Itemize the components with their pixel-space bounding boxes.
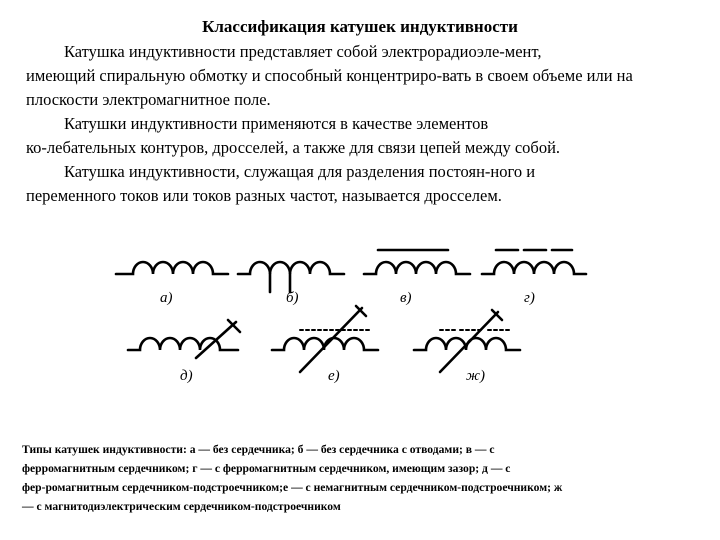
coil-b [238, 262, 344, 292]
label-g: г) [524, 290, 535, 306]
caption-line: — с магнитодиэлектрическим сердечником-подстроечником [22, 500, 341, 513]
label-b: б) [286, 290, 299, 306]
coil-e [272, 306, 378, 372]
figure-caption [22, 440, 702, 516]
paragraph-3-first: Катушка индуктивности, служащая для разделения постоян-ного и [64, 162, 536, 181]
coil-d [128, 320, 240, 358]
caption-line: фер-ромагнитным сердечником-подстроечником;е — с немагнитным сердечником-подстроечником; ж [22, 481, 563, 494]
paragraph-3 [26, 160, 706, 208]
label-e: е) [328, 368, 340, 384]
inductor-types-figure [0, 230, 720, 400]
paragraph-3-rest: переменного токов или токов разных частот, называется дросселем. [26, 186, 502, 205]
caption-line: ферромагнитным сердечником; г — с ферромагнитным сердечником, имеющим зазор; д — с [22, 462, 511, 475]
paragraph-2 [26, 112, 706, 160]
caption-line: Типы катушек индуктивности: а — без сердечника; б — без сердечника с отводами; в — с [22, 443, 495, 456]
page-title: Классификация катушек индуктивности [202, 17, 518, 36]
paragraph-1-rest: имеющий спиральную обмотку и способный концентриро-вать в своем объеме или на плоскости электромагнитное поле. [26, 66, 633, 109]
paragraph-2-rest: ко-лебательных контуров, дросселей, а также для связи цепей между собой. [26, 138, 561, 157]
coil-a [116, 262, 228, 274]
coil-zh [414, 310, 520, 372]
label-a: а) [160, 290, 173, 306]
coil-v [364, 250, 470, 274]
label-zh: ж) [466, 368, 485, 384]
coil-g [482, 250, 586, 274]
paragraph-1 [26, 40, 706, 112]
label-v: в) [400, 290, 412, 306]
paragraph-1-first: Катушка индуктивности представляет собой электрорадиоэле-мент, [64, 42, 542, 61]
label-d: д) [180, 368, 193, 384]
body-text [26, 40, 706, 208]
paragraph-2-first: Катушки индуктивности применяются в качестве элементов [64, 114, 489, 133]
